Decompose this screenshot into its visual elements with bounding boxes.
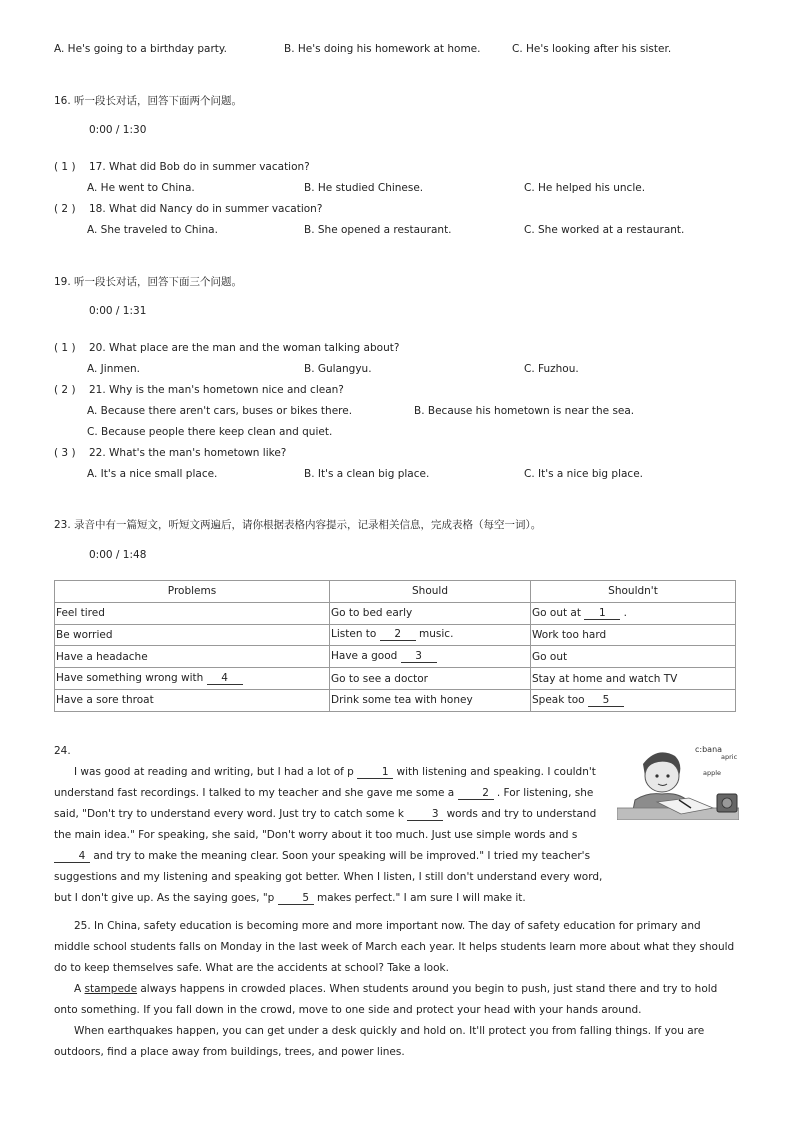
should-cell: [330, 646, 531, 668]
passage-blank-2[interactable]: 2: [458, 788, 494, 800]
blank-4[interactable]: 4: [207, 673, 243, 685]
should-cell: [330, 624, 531, 646]
q22-text: 22. What's the man's hometown like?: [89, 447, 287, 459]
table-header-row: [55, 581, 736, 603]
passage-blank-1[interactable]: 1: [357, 767, 393, 779]
passage-text: A: [74, 983, 85, 995]
blank-5[interactable]: 5: [588, 695, 624, 707]
q22-option-b[interactable]: B. It's a clean big place.: [304, 468, 430, 480]
q17-text: 17. What did Bob do in summer vacation?: [89, 161, 310, 173]
problem-cell: Feel tired: [55, 602, 330, 624]
q20-option-b[interactable]: B. Gulangyu.: [304, 363, 372, 375]
q18-option-a[interactable]: A. She traveled to China.: [87, 224, 218, 236]
audio-time-19[interactable]: 0:00 / 1:31: [89, 305, 147, 317]
cell-text: Have a good: [331, 650, 401, 663]
header-problems: Problems: [55, 581, 330, 603]
q21-number: ( 2 ): [54, 384, 76, 396]
blank-3[interactable]: 3: [401, 651, 437, 663]
header-shouldnt: Shouldn't: [531, 581, 736, 603]
q22-option-c[interactable]: C. It's a nice big place.: [524, 468, 644, 480]
illustration-label-banana: c:bana: [695, 745, 723, 754]
passage-25-p2: [54, 979, 739, 1021]
illustration-label-apricot: apric: [721, 753, 738, 761]
illustration-label-apple: apple: [703, 769, 722, 777]
passage-24-number: 24.: [54, 745, 71, 757]
table-row: [55, 668, 736, 690]
q17-option-a[interactable]: A. He went to China.: [87, 182, 195, 194]
q22-option-a[interactable]: A. It's a nice small place.: [87, 468, 218, 480]
passage-text: words and try to understand the main idea." For speaking, she said, "Don't worry about it too much. Just use simple words and s: [54, 808, 597, 841]
audio-time-23[interactable]: 0:00 / 1:48: [89, 549, 147, 561]
passage-blank-4[interactable]: 4: [54, 851, 90, 863]
section-16-heading: 16. 听一段长对话，回答下面两个问题。: [54, 95, 243, 107]
cell-text: Listen to: [331, 628, 380, 641]
passage-blank-5[interactable]: 5: [278, 893, 314, 905]
header-should: Should: [330, 581, 531, 603]
cell-text: music.: [415, 628, 454, 641]
shouldnt-cell: Go out: [531, 646, 736, 668]
q18-option-c[interactable]: C. She worked at a restaurant.: [524, 224, 685, 236]
notes-table: [54, 580, 736, 712]
q21-option-b[interactable]: B. Because his hometown is near the sea.: [414, 405, 635, 417]
blank-2[interactable]: 2: [380, 629, 416, 641]
table-row: [55, 646, 736, 668]
passage-blank-3[interactable]: 3: [407, 809, 443, 821]
option-a[interactable]: A. He's going to a birthday party.: [54, 43, 227, 55]
problem-cell: [55, 668, 330, 690]
blank-1[interactable]: 1: [584, 608, 620, 620]
q20-option-a[interactable]: A. Jinmen.: [87, 363, 141, 375]
passage-text: makes perfect." I am sure I will make it.: [313, 892, 526, 904]
q20-number: ( 1 ): [54, 342, 76, 354]
q21-option-a[interactable]: A. Because there aren't cars, buses or bikes there.: [87, 405, 353, 417]
table-row: [55, 602, 736, 624]
q20-option-c[interactable]: C. Fuzhou.: [524, 363, 579, 375]
q22-number: ( 3 ): [54, 447, 76, 459]
section-19-heading: 19. 听一段长对话，回答下面三个问题。: [54, 276, 243, 288]
problem-cell: Be worried: [55, 624, 330, 646]
cell-text: .: [620, 606, 628, 619]
passage-25-p3: When earthquakes happen, you can get under a desk quickly and hold on. It'll protect you from falling things. If you are outdoors, find a place away from buildings, trees, and power lines.: [54, 1025, 705, 1058]
option-c[interactable]: C. He's looking after his sister.: [512, 43, 672, 55]
q17-option-c[interactable]: C. He helped his uncle.: [524, 182, 646, 194]
q17-number: ( 1 ): [54, 161, 76, 173]
passage-24-text: [54, 762, 616, 909]
shouldnt-cell: [531, 602, 736, 624]
table-row: [55, 689, 736, 711]
option-b[interactable]: B. He's doing his homework at home.: [284, 43, 481, 55]
q21-option-c[interactable]: C. Because people there keep clean and quiet.: [87, 426, 333, 438]
passage-25-p1: 25. In China, safety education is becoming more and more important now. The day of safety education for primary and middle school students falls on Monday in the last week of March each year. It helps students learn more about what they should do to keep themselves safe. What are the accidents at school? Take a look.: [54, 920, 735, 974]
problem-cell: Have a sore throat: [55, 689, 330, 711]
passage-text: . For listening, she said, "Don't try to understand every word. Just try to catch some k: [54, 787, 594, 820]
passage-text: and try to make the meaning clear. Soon your speaking will be improved." I tried my teacher's suggestions and my listening and speaking got better. When I listen, I still don't understand every word, but I don't give up. As the saying goes, "p: [54, 850, 603, 904]
q17-option-b[interactable]: B. He studied Chinese.: [304, 182, 424, 194]
underlined-word-stampede: stampede: [84, 983, 138, 995]
shouldnt-cell: Work too hard: [531, 624, 736, 646]
shouldnt-cell: Stay at home and watch TV: [531, 668, 736, 690]
section-23-heading: 23. 录音中有一篇短文，听短文两遍后，请你根据表格内容提示，记录相关信息，完成表格（每空一词）。: [54, 519, 542, 531]
should-cell: Go to bed early: [330, 602, 531, 624]
passage-24-lines-1-3: [54, 762, 616, 909]
passage-text: with listening and speaking. I couldn't understand fast recordings. I talked to my teacher and she gave me some a: [54, 766, 596, 799]
audio-time-16[interactable]: 0:00 / 1:30: [89, 124, 147, 136]
q21-text: 21. Why is the man's hometown nice and clean?: [89, 384, 344, 396]
passage-text: I was good at reading and writing, but I had a lot of p: [74, 766, 358, 778]
student-writing-illustration: [617, 742, 739, 820]
q18-option-b[interactable]: B. She opened a restaurant.: [304, 224, 452, 236]
q20-text: 20. What place are the man and the woman talking about?: [89, 342, 400, 354]
passage-25: [54, 916, 739, 1063]
shouldnt-cell: [531, 689, 736, 711]
table-row: [55, 624, 736, 646]
should-cell: Drink some tea with honey: [330, 689, 531, 711]
q18-text: 18. What did Nancy do in summer vacation?: [89, 203, 323, 215]
problem-cell: Have a headache: [55, 646, 330, 668]
should-cell: Go to see a doctor: [330, 668, 531, 690]
cell-text: Have something wrong with: [56, 672, 207, 685]
q18-number: ( 2 ): [54, 203, 76, 215]
passage-text: always happens in crowded places. When students around you begin to push, just stand there and try to hold onto something. If you fall down in the crowd, move to one side and protect your head with your hands around.: [54, 983, 718, 1016]
cell-text: Go out at: [532, 606, 585, 619]
cell-text: Speak too: [532, 693, 588, 706]
